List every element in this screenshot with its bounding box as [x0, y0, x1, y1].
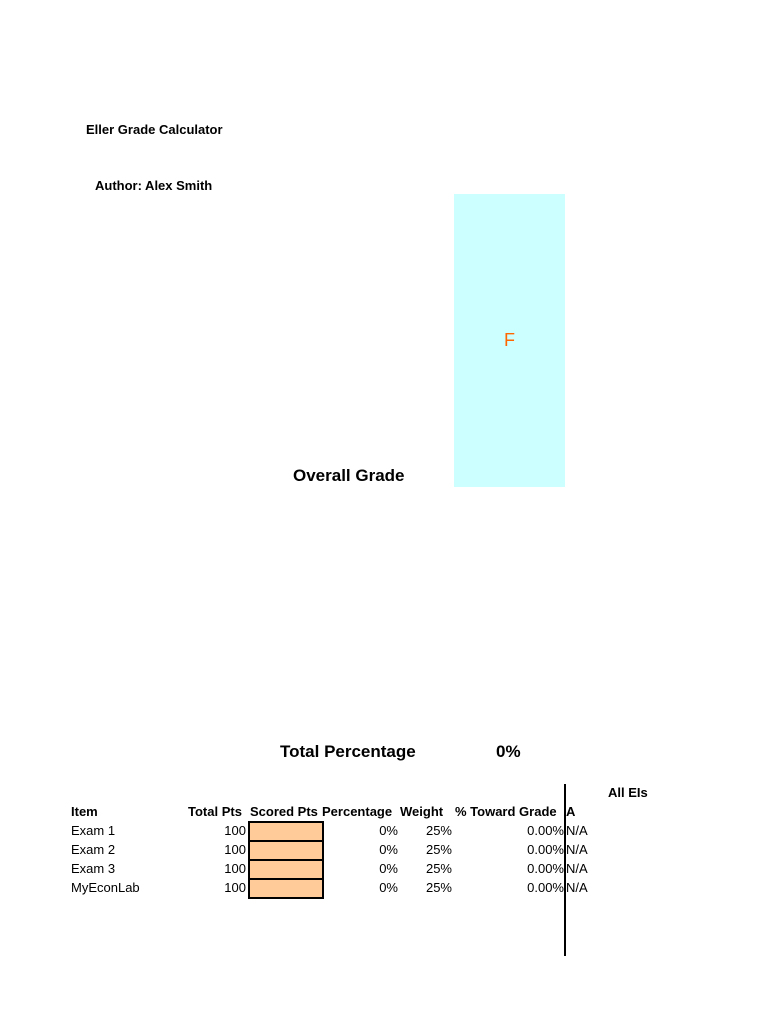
row-status: N/A: [566, 823, 588, 838]
row-total-pts: 100: [224, 842, 246, 857]
row-status: N/A: [566, 842, 588, 857]
table-row: [0, 821, 768, 840]
row-weight: 25%: [425, 880, 452, 895]
row-percentage: 0%: [379, 861, 398, 876]
row-item: MyEconLab: [71, 880, 140, 895]
overall-grade-box: [454, 194, 565, 487]
row-total-pts: 100: [224, 861, 246, 876]
row-total-pts: 100: [224, 880, 246, 895]
header-weight: Weight: [400, 804, 444, 819]
row-toward-grade: 0.00%: [527, 842, 564, 857]
row-percentage: 0%: [379, 880, 398, 895]
overall-grade-label: Overall Grade: [293, 466, 405, 485]
all-eis-header: All EIs: [608, 785, 648, 800]
table-row: [0, 840, 768, 859]
row-toward-grade: 0.00%: [527, 880, 564, 895]
row-weight: 25%: [425, 823, 452, 838]
row-item: Exam 3: [71, 861, 116, 876]
scored-pts-input[interactable]: [248, 821, 324, 842]
table-row: [0, 859, 768, 878]
scored-pts-input[interactable]: [248, 840, 324, 861]
scored-pts-input[interactable]: [248, 859, 324, 880]
header-percentage: Percentage: [322, 804, 393, 819]
header-grade: A: [566, 804, 576, 819]
header-total-pts: Total Pts: [188, 804, 242, 819]
row-percentage: 0%: [379, 842, 398, 857]
row-weight: 25%: [425, 861, 452, 876]
document-author: Author: Alex Smith: [95, 178, 213, 193]
scored-pts-input[interactable]: [248, 878, 324, 899]
overall-grade-letter: F: [504, 330, 515, 350]
total-percentage-label: Total Percentage: [280, 742, 416, 761]
row-item: Exam 1: [71, 823, 116, 838]
total-percentage-value: 0%: [496, 742, 521, 761]
row-total-pts: 100: [224, 823, 246, 838]
row-percentage: 0%: [379, 823, 398, 838]
header-item: Item: [71, 804, 98, 819]
row-toward-grade: 0.00%: [527, 861, 564, 876]
row-weight: 25%: [425, 842, 452, 857]
row-toward-grade: 0.00%: [527, 823, 564, 838]
row-status: N/A: [566, 861, 588, 876]
table-row: [0, 878, 768, 897]
header-scored-pts: Scored Pts: [250, 804, 318, 819]
document-title: Eller Grade Calculator: [86, 122, 223, 137]
row-item: Exam 2: [71, 842, 116, 857]
row-status: N/A: [566, 880, 588, 895]
header-toward-grade: % Toward Grade: [455, 804, 557, 819]
